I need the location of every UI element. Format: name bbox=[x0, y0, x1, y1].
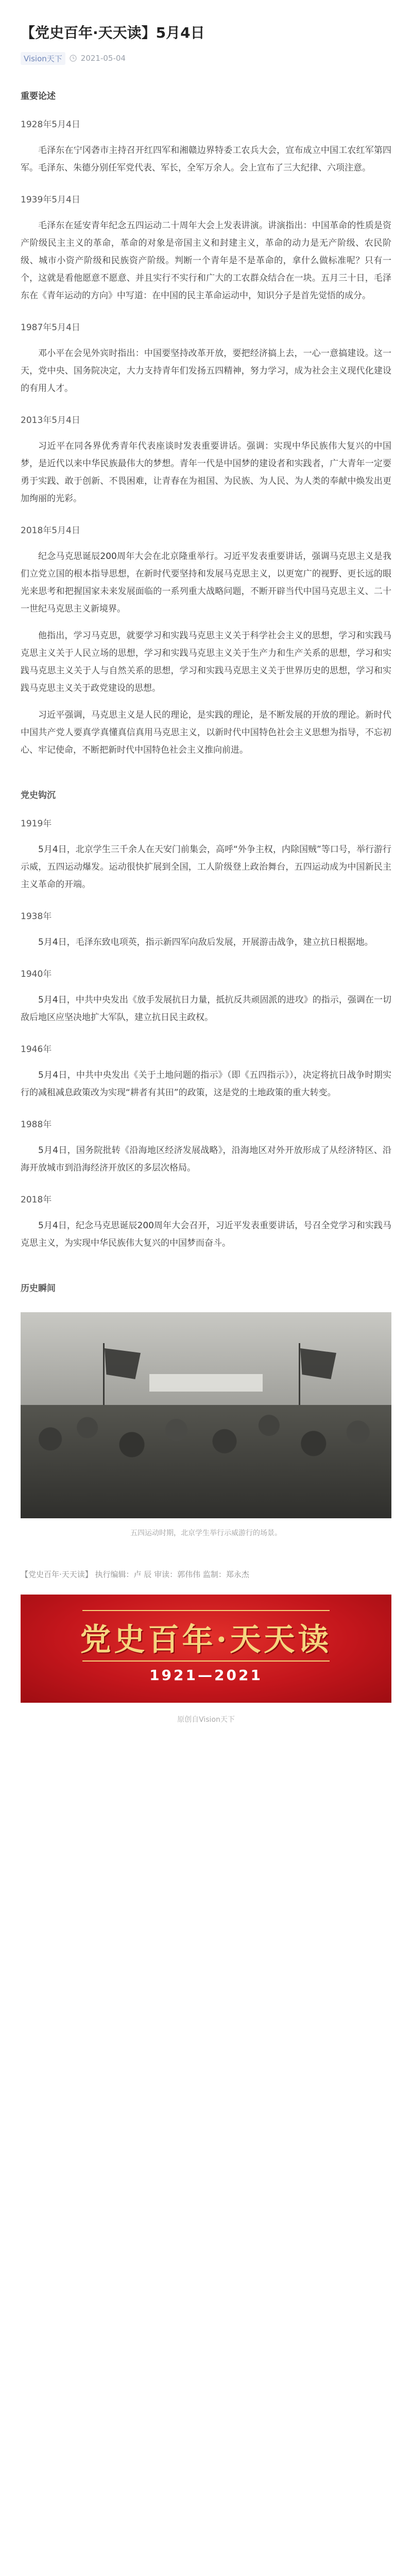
year-label: 2013年5月4日 bbox=[21, 415, 80, 426]
paragraph: 习近平在同各界优秀青年代表座谈时发表重要讲话。强调：实现中华民族伟大复兴的中国梦，是近代以来中华民族最伟大的梦想。青年一代是中国梦的建设者和实践者，广大青年一定要勇于实践、敢于创新、不畏困难，让青春在为祖国、为民族、为人民、为人类的奉献中焕发出更加绚丽的光彩。 bbox=[21, 441, 391, 504]
paragraph: 纪念马克思诞辰200周年大会在北京隆重举行。习近平发表重要讲话，强调马克思主义是我们立党立国的根本指导思想，在新时代要坚持和发展马克思主义，以更宽广的视野、更长远的眼光来思考和把握国家未来发展面临的一系列重大战略问题，不断开辟当代中国马克思主义、二十一世纪马克思主义新境界。 bbox=[21, 551, 391, 614]
event-text: 5月4日，毛泽东致电项英，指示新四军向敌后发展，开展游击战争，建立抗日根据地。 bbox=[38, 937, 373, 947]
year-label: 1987年5月4日 bbox=[21, 323, 80, 333]
photo-caption: 五四运动时期，北京学生举行示威游行的场景。 bbox=[130, 1529, 282, 1537]
clock-icon bbox=[70, 55, 77, 62]
events-heading: 党史钩沉 bbox=[21, 790, 56, 801]
year-label: 1939年5月4日 bbox=[21, 195, 80, 205]
paragraph: 习近平强调，马克思主义是人民的理论，是实践的理论，是不断发展的开放的理论。新时代中国共产党人要真学真懂真信真用马克思主义，以新时代中国特色社会主义思想为指导，不忘初心、牢记使命，不断把新时代中国特色社会主义推向前进。 bbox=[21, 710, 391, 755]
events-list bbox=[21, 816, 391, 1252]
event-year: 1919年 bbox=[21, 819, 52, 829]
paragraph: 他指出，学习马克思，就要学习和实践马克思主义关于科学社会主义的思想，学习和实践马克思主义关于人民立场的思想，学习和实践马克思主义关于生产力和生产关系的思想，学习和实践马克思主义关于人与自然关系的思想，学习和实践马克思主义关于世界历史的思想，学习和实践马克思主义关于政党建设的思想。 bbox=[21, 631, 391, 693]
account-tag[interactable]: Vision天下 bbox=[21, 52, 65, 65]
event-year: 2018年 bbox=[21, 1195, 52, 1205]
year-label: 2018年5月4日 bbox=[21, 526, 80, 536]
article-body bbox=[21, 117, 391, 759]
event-text: 5月4日，中共中央发出《关于土地问题的指示》（即《五四指示》），决定将抗日战争时期实行的减租减息政策改为实现“耕者有其田”的政策，这是党的土地政策的重大转变。 bbox=[21, 1070, 391, 1098]
banner-title: 党史百年·天天读 bbox=[80, 1622, 332, 1658]
historical-photo bbox=[21, 1312, 391, 1518]
section-heading: 重要论述 bbox=[21, 91, 56, 101]
event-text: 5月4日，纪念马克思诞辰200周年大会召开，习近平发表重要讲话，号召全党学习和实践马克思主义，为实现中华民族伟大复兴的中国梦而奋斗。 bbox=[21, 1221, 391, 1248]
event-year: 1938年 bbox=[21, 911, 52, 922]
article-meta bbox=[21, 53, 391, 64]
article-title: 【党史百年·天天读】5月4日 bbox=[21, 24, 205, 41]
paragraph: 毛泽东在延安青年纪念五四运动二十周年大会上发表讲演。讲演指出：中国革命的性质是资产阶级民主主义的革命，革命的对象是帝国主义和封建主义，革命的动力是无产阶级、农民阶级、城市小资产阶级和民族资产阶级。判断一个青年是不是革命的，拿什么做标准呢？只有一个，这就是看他愿意不愿意、并且实行不实行和广大的工农群众结合在一块。五月三十日，毛泽东在《青年运动的方向》中写道：在中国的民主革命运动中，知识分子是首先觉悟的成分。 bbox=[21, 221, 391, 301]
banner-years: 1921—2021 bbox=[149, 1667, 263, 1684]
event-text: 5月4日，国务院批转《沿海地区经济发展战略》，沿海地区对外开放形成了从经济特区、沿海开放城市到沿海经济开放区的多层次格局。 bbox=[21, 1145, 391, 1173]
publish-date: 2021-05-04 bbox=[80, 54, 126, 63]
event-year: 1988年 bbox=[21, 1120, 52, 1130]
source-note: 原创自Vision天下 bbox=[177, 1716, 235, 1724]
photo-heading: 历史瞬间 bbox=[21, 1283, 56, 1294]
event-text: 5月4日，北京学生三千余人在天安门前集会，高呼“外争主权，内除国贼”等口号，举行游行示威，五四运动爆发。运动很快扩展到全国，工人阶级登上政治舞台，五四运动成为中国新民主主义革命的开端。 bbox=[21, 844, 391, 890]
paragraph: 邓小平在会见外宾时指出：中国要坚持改革开放，要把经济搞上去，一心一意搞建设。这一天，党中央、国务院决定，大力支持青年们发扬五四精神，努力学习，成为社会主义现代化建设的有用人才。 bbox=[21, 348, 391, 394]
year-label: 1928年5月4日 bbox=[21, 120, 80, 130]
paragraph: 毛泽东在宁冈砻市主持召开红四军和湘赣边界特委工农兵大会，宣布成立中国工农红军第四军。毛泽东、朱德分别任军党代表、军长，全军万余人。会上宣布了三大纪律、六项注意。 bbox=[21, 145, 391, 173]
series-banner bbox=[21, 1595, 391, 1703]
event-year: 1940年 bbox=[21, 969, 52, 979]
event-text: 5月4日，中共中央发出《放手发展抗日力量，抵抗反共顽固派的进攻》的指示，强调在一切敌后地区应坚决地扩大军队，建立抗日民主政权。 bbox=[21, 995, 391, 1023]
editor-credits: 【党史百年·天天读】 执行编辑：卢 辰 审读：郭伟伟 监制：郑永杰 bbox=[21, 1570, 249, 1579]
event-year: 1946年 bbox=[21, 1044, 52, 1055]
